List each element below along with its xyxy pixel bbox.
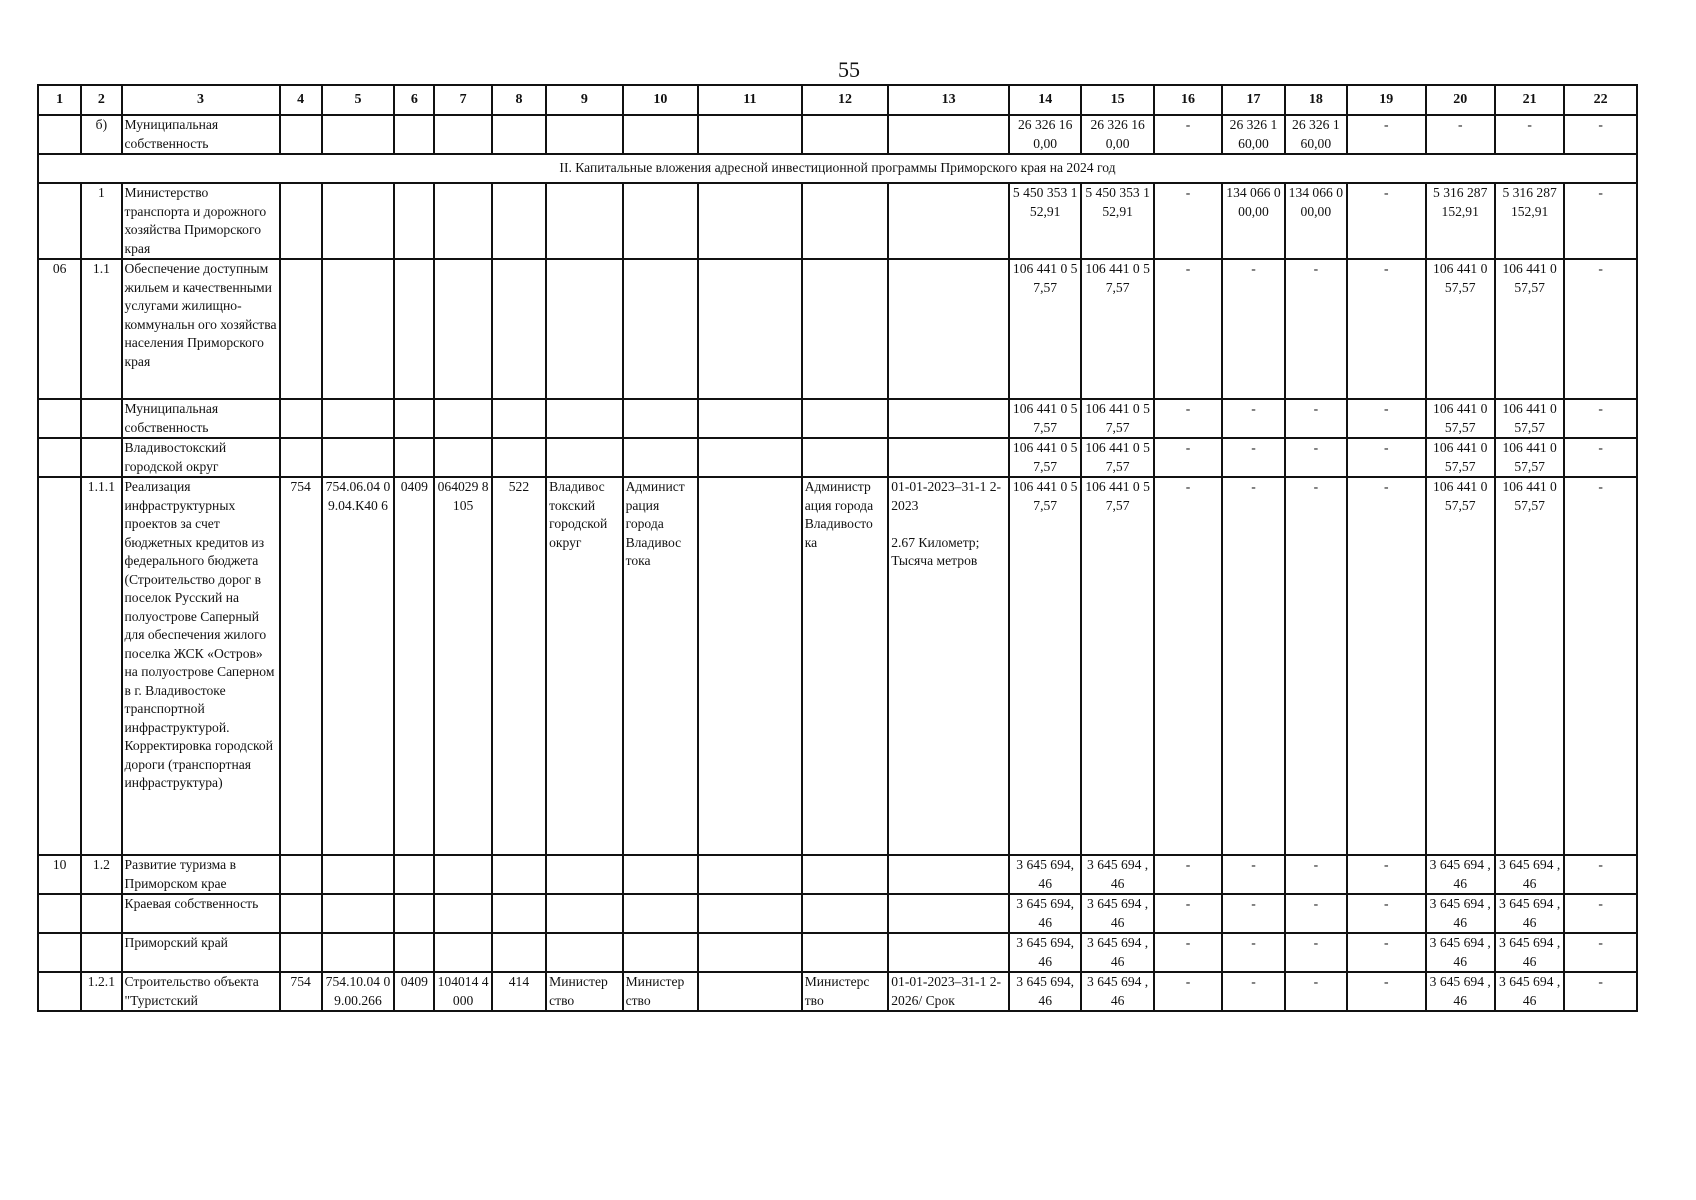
cell-col-19: -: [1347, 115, 1425, 154]
cell-col-17: -: [1222, 933, 1284, 972]
cell-col-15: 106 441 0 57,57: [1081, 259, 1153, 399]
cell-col-1: [38, 183, 81, 259]
table-body: [38, 85, 1637, 1011]
cell-col-2: б): [81, 115, 121, 154]
table-row: [38, 855, 1637, 894]
cell-col-13: 01-01-2023–31-1 2-2026/ Срок: [888, 972, 1009, 1011]
cell-col-7: 104014 4000: [434, 972, 491, 1011]
cell-col-8: [492, 894, 546, 933]
table-row: [38, 183, 1637, 259]
cell-col-5: 754.10.04 09.00.266: [322, 972, 394, 1011]
cell-col-8: [492, 399, 546, 438]
cell-col-2: [81, 933, 121, 972]
cell-col-22: -: [1564, 399, 1637, 438]
cell-col-2: [81, 894, 121, 933]
cell-col-4: [280, 183, 322, 259]
cell-col-3: Приморский край: [122, 933, 280, 972]
cell-col-2: 1.2: [81, 855, 121, 894]
section-title: II. Капитальные вложения адресной инвестиционной программы Приморского края на 2024 год: [38, 154, 1637, 183]
column-header-14: 14: [1009, 85, 1081, 115]
column-header-13: 13: [888, 85, 1009, 115]
cell-col-10: Министер ство: [623, 972, 698, 1011]
cell-col-10: [623, 259, 698, 399]
cell-col-21: -: [1495, 115, 1564, 154]
cell-col-5: [322, 399, 394, 438]
cell-col-20: -: [1426, 115, 1495, 154]
table-row: [38, 933, 1637, 972]
column-header-10: 10: [623, 85, 698, 115]
cell-col-9: [546, 894, 622, 933]
cell-col-3: Министерство транспорта и дорожного хозяйства Приморского края: [122, 183, 280, 259]
cell-col-3: Реализация инфраструктурных проектов за счет бюджетных кредитов из федерального бюджета (Строительство дорог в поселок Русский на полуострове Саперный для обеспечения жилого поселка ЖСК «Остров» на полуострове Саперном в г. Владивостоке транспортной инфраструктурой. Корректировка городской дороги (транспортная инфраструктура): [122, 477, 280, 855]
cell-col-21: 3 645 694 ,46: [1495, 933, 1564, 972]
cell-col-5: [322, 438, 394, 477]
cell-col-7: [434, 115, 491, 154]
cell-col-4: 754: [280, 477, 322, 855]
cell-col-11: [698, 477, 802, 855]
cell-col-10: Админист рация города Владивос тока: [623, 477, 698, 855]
table-row: [38, 894, 1637, 933]
cell-col-14: 26 326 16 0,00: [1009, 115, 1081, 154]
cell-col-8: [492, 855, 546, 894]
cell-col-21: 106 441 0 57,57: [1495, 438, 1564, 477]
cell-col-16: -: [1154, 855, 1222, 894]
table-row: [38, 399, 1637, 438]
cell-col-8: 414: [492, 972, 546, 1011]
cell-col-8: [492, 183, 546, 259]
cell-col-21: 3 645 694 ,46: [1495, 855, 1564, 894]
cell-col-8: [492, 259, 546, 399]
cell-col-20: 3 645 694 ,46: [1426, 933, 1495, 972]
cell-col-21: 5 316 287 152,91: [1495, 183, 1564, 259]
cell-col-22: -: [1564, 183, 1637, 259]
cell-col-18: 134 066 000,00: [1285, 183, 1347, 259]
column-header-21: 21: [1495, 85, 1564, 115]
cell-col-22: -: [1564, 438, 1637, 477]
investment-program-table: [37, 84, 1638, 1012]
cell-col-11: [698, 933, 802, 972]
cell-col-12: Министерс тво: [802, 972, 889, 1011]
cell-col-3: Муниципальная собственность: [122, 115, 280, 154]
cell-col-18: -: [1285, 399, 1347, 438]
cell-col-5: [322, 855, 394, 894]
cell-col-16: -: [1154, 259, 1222, 399]
cell-col-21: 106 441 0 57,57: [1495, 259, 1564, 399]
cell-col-16: -: [1154, 894, 1222, 933]
cell-col-11: [698, 972, 802, 1011]
cell-col-2: 1: [81, 183, 121, 259]
cell-col-12: [802, 259, 889, 399]
cell-col-19: -: [1347, 894, 1425, 933]
table-row: [38, 115, 1637, 154]
cell-col-10: [623, 115, 698, 154]
cell-col-12: [802, 894, 889, 933]
cell-col-13: [888, 855, 1009, 894]
cell-col-6: [394, 438, 434, 477]
cell-col-10: [623, 894, 698, 933]
cell-col-1: [38, 438, 81, 477]
cell-col-6: [394, 894, 434, 933]
cell-col-19: -: [1347, 183, 1425, 259]
cell-col-20: 106 441 0 57,57: [1426, 477, 1495, 855]
cell-col-19: -: [1347, 438, 1425, 477]
cell-col-22: -: [1564, 259, 1637, 399]
cell-col-3: Муниципальная собственность: [122, 399, 280, 438]
cell-col-22: -: [1564, 972, 1637, 1011]
column-header-1: 1: [38, 85, 81, 115]
cell-col-2: 1.1: [81, 259, 121, 399]
column-number-header-row: [38, 85, 1637, 115]
cell-col-7: [434, 933, 491, 972]
cell-col-11: [698, 183, 802, 259]
cell-col-16: -: [1154, 183, 1222, 259]
cell-col-3: Владивостокский городской округ: [122, 438, 280, 477]
cell-col-2: 1.2.1: [81, 972, 121, 1011]
column-header-7: 7: [434, 85, 491, 115]
cell-col-19: -: [1347, 855, 1425, 894]
cell-col-10: [623, 438, 698, 477]
cell-col-17: -: [1222, 855, 1284, 894]
cell-col-5: [322, 259, 394, 399]
cell-col-12: Администр ация города Владивосто ка: [802, 477, 889, 855]
cell-col-14: 106 441 0 57,57: [1009, 259, 1081, 399]
cell-col-7: 064029 8105: [434, 477, 491, 855]
cell-col-1: [38, 933, 81, 972]
cell-col-8: [492, 438, 546, 477]
cell-col-15: 3 645 694 ,46: [1081, 855, 1153, 894]
cell-col-17: -: [1222, 438, 1284, 477]
cell-col-18: -: [1285, 972, 1347, 1011]
cell-col-12: [802, 183, 889, 259]
cell-col-9: [546, 933, 622, 972]
cell-col-10: [623, 933, 698, 972]
column-header-22: 22: [1564, 85, 1637, 115]
cell-col-13: [888, 438, 1009, 477]
cell-col-22: -: [1564, 894, 1637, 933]
cell-col-8: 522: [492, 477, 546, 855]
cell-col-6: 0409: [394, 477, 434, 855]
column-header-9: 9: [546, 85, 622, 115]
cell-col-18: -: [1285, 259, 1347, 399]
cell-col-12: [802, 438, 889, 477]
cell-col-7: [434, 183, 491, 259]
cell-col-18: 26 326 1 60,00: [1285, 115, 1347, 154]
column-header-16: 16: [1154, 85, 1222, 115]
cell-col-9: [546, 855, 622, 894]
cell-col-17: 26 326 1 60,00: [1222, 115, 1284, 154]
cell-col-1: 06: [38, 259, 81, 399]
cell-col-14: 106 441 0 57,57: [1009, 477, 1081, 855]
cell-col-15: 3 645 694 ,46: [1081, 972, 1153, 1011]
cell-col-5: [322, 115, 394, 154]
column-header-20: 20: [1426, 85, 1495, 115]
section-header-row: [38, 154, 1637, 183]
column-header-8: 8: [492, 85, 546, 115]
cell-col-1: [38, 115, 81, 154]
column-header-5: 5: [322, 85, 394, 115]
cell-col-4: [280, 115, 322, 154]
table-row: [38, 972, 1637, 1011]
cell-col-15: 3 645 694 ,46: [1081, 894, 1153, 933]
cell-col-21: 106 441 0 57,57: [1495, 477, 1564, 855]
cell-col-16: -: [1154, 972, 1222, 1011]
cell-col-15: 3 645 694 ,46: [1081, 933, 1153, 972]
cell-col-22: -: [1564, 477, 1637, 855]
cell-col-17: 134 066 000,00: [1222, 183, 1284, 259]
cell-col-20: 106 441 0 57,57: [1426, 438, 1495, 477]
cell-col-5: [322, 933, 394, 972]
cell-col-14: 3 645 694, 46: [1009, 972, 1081, 1011]
cell-col-12: [802, 933, 889, 972]
column-header-6: 6: [394, 85, 434, 115]
cell-col-19: -: [1347, 477, 1425, 855]
cell-col-2: 1.1.1: [81, 477, 121, 855]
cell-col-13: [888, 259, 1009, 399]
cell-col-12: [802, 855, 889, 894]
cell-col-9: Министер ство: [546, 972, 622, 1011]
cell-col-1: [38, 477, 81, 855]
cell-col-3: Развитие туризма в Приморском крае: [122, 855, 280, 894]
cell-col-13: 01-01-2023–31-1 2-2023 2.67 Километр; Тысяча метров: [888, 477, 1009, 855]
cell-col-2: [81, 438, 121, 477]
cell-col-2: [81, 399, 121, 438]
cell-col-22: -: [1564, 855, 1637, 894]
cell-col-11: [698, 259, 802, 399]
cell-col-7: [434, 438, 491, 477]
cell-col-17: -: [1222, 477, 1284, 855]
cell-col-11: [698, 399, 802, 438]
cell-col-16: -: [1154, 115, 1222, 154]
cell-col-14: 106 441 0 57,57: [1009, 399, 1081, 438]
column-header-18: 18: [1285, 85, 1347, 115]
cell-col-9: [546, 438, 622, 477]
cell-col-16: -: [1154, 399, 1222, 438]
cell-col-14: 3 645 694, 46: [1009, 894, 1081, 933]
cell-col-9: [546, 399, 622, 438]
cell-col-7: [434, 259, 491, 399]
column-header-3: 3: [122, 85, 280, 115]
cell-col-20: 3 645 694 ,46: [1426, 894, 1495, 933]
cell-col-13: [888, 933, 1009, 972]
cell-col-7: [434, 894, 491, 933]
cell-col-20: 106 441 0 57,57: [1426, 399, 1495, 438]
table-row: [38, 438, 1637, 477]
cell-col-4: [280, 855, 322, 894]
cell-col-6: [394, 855, 434, 894]
cell-col-6: [394, 399, 434, 438]
cell-col-20: 3 645 694 ,46: [1426, 972, 1495, 1011]
cell-col-10: [623, 183, 698, 259]
cell-col-13: [888, 115, 1009, 154]
cell-col-13: [888, 183, 1009, 259]
cell-col-11: [698, 855, 802, 894]
cell-col-6: [394, 115, 434, 154]
cell-col-1: [38, 894, 81, 933]
cell-col-18: -: [1285, 855, 1347, 894]
cell-col-1: 10: [38, 855, 81, 894]
cell-col-4: [280, 399, 322, 438]
column-header-2: 2: [81, 85, 121, 115]
cell-col-17: -: [1222, 259, 1284, 399]
cell-col-6: [394, 259, 434, 399]
cell-col-15: 5 450 353 152,91: [1081, 183, 1153, 259]
column-header-19: 19: [1347, 85, 1425, 115]
cell-col-5: [322, 894, 394, 933]
cell-col-12: [802, 399, 889, 438]
cell-col-15: 106 441 0 57,57: [1081, 438, 1153, 477]
cell-col-10: [623, 399, 698, 438]
cell-col-17: -: [1222, 972, 1284, 1011]
cell-col-11: [698, 894, 802, 933]
cell-col-18: -: [1285, 933, 1347, 972]
cell-col-8: [492, 933, 546, 972]
cell-col-13: [888, 399, 1009, 438]
column-header-17: 17: [1222, 85, 1284, 115]
column-header-15: 15: [1081, 85, 1153, 115]
cell-col-14: 106 441 0 57,57: [1009, 438, 1081, 477]
cell-col-18: -: [1285, 894, 1347, 933]
cell-col-12: [802, 115, 889, 154]
cell-col-5: 754.06.04 09.04.К40 6: [322, 477, 394, 855]
cell-col-10: [623, 855, 698, 894]
cell-col-9: Владивос токский городской округ: [546, 477, 622, 855]
cell-col-19: -: [1347, 933, 1425, 972]
cell-col-19: -: [1347, 399, 1425, 438]
cell-col-4: 754: [280, 972, 322, 1011]
cell-col-11: [698, 115, 802, 154]
cell-col-14: 3 645 694, 46: [1009, 855, 1081, 894]
cell-col-20: 5 316 287 152,91: [1426, 183, 1495, 259]
cell-col-21: 3 645 694 ,46: [1495, 972, 1564, 1011]
cell-col-21: 3 645 694 ,46: [1495, 894, 1564, 933]
cell-col-17: -: [1222, 894, 1284, 933]
column-header-11: 11: [698, 85, 802, 115]
cell-col-3: Строительство объекта "Туристский: [122, 972, 280, 1011]
cell-col-8: [492, 115, 546, 154]
table-row: [38, 477, 1637, 855]
cell-col-14: 3 645 694, 46: [1009, 933, 1081, 972]
cell-col-7: [434, 399, 491, 438]
page-number: 55: [838, 57, 860, 82]
cell-col-16: -: [1154, 933, 1222, 972]
cell-col-15: 26 326 16 0,00: [1081, 115, 1153, 154]
cell-col-6: [394, 183, 434, 259]
cell-col-19: -: [1347, 259, 1425, 399]
cell-col-9: [546, 183, 622, 259]
cell-col-1: [38, 399, 81, 438]
cell-col-4: [280, 438, 322, 477]
cell-col-1: [38, 972, 81, 1011]
cell-col-9: [546, 115, 622, 154]
cell-col-4: [280, 259, 322, 399]
cell-col-3: Краевая собственность: [122, 894, 280, 933]
cell-col-20: 106 441 0 57,57: [1426, 259, 1495, 399]
cell-col-14: 5 450 353 152,91: [1009, 183, 1081, 259]
cell-col-19: -: [1347, 972, 1425, 1011]
cell-col-13: [888, 894, 1009, 933]
cell-col-3: Обеспечение доступным жильем и качественными услугами жилищно-коммунальн ого хозяйства населения Приморского края: [122, 259, 280, 399]
cell-col-21: 106 441 0 57,57: [1495, 399, 1564, 438]
cell-col-5: [322, 183, 394, 259]
cell-col-15: 106 441 0 57,57: [1081, 399, 1153, 438]
cell-col-15: 106 441 0 57,57: [1081, 477, 1153, 855]
column-header-12: 12: [802, 85, 889, 115]
cell-col-18: -: [1285, 477, 1347, 855]
column-header-4: 4: [280, 85, 322, 115]
cell-col-16: -: [1154, 477, 1222, 855]
cell-col-7: [434, 855, 491, 894]
cell-col-20: 3 645 694 ,46: [1426, 855, 1495, 894]
cell-col-4: [280, 894, 322, 933]
cell-col-16: -: [1154, 438, 1222, 477]
cell-col-6: 0409: [394, 972, 434, 1011]
cell-col-6: [394, 933, 434, 972]
cell-col-17: -: [1222, 399, 1284, 438]
cell-col-9: [546, 259, 622, 399]
cell-col-18: -: [1285, 438, 1347, 477]
cell-col-11: [698, 438, 802, 477]
table-row: [38, 259, 1637, 399]
cell-col-22: -: [1564, 115, 1637, 154]
cell-col-22: -: [1564, 933, 1637, 972]
cell-col-4: [280, 933, 322, 972]
